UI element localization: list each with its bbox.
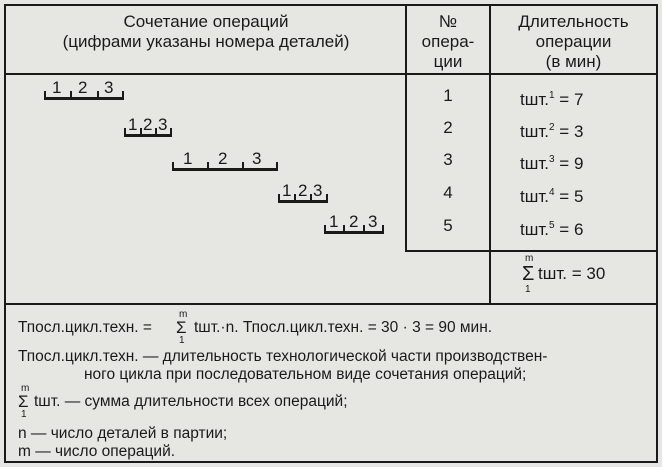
header-combination-line2: (цифрами указаны номера деталей) <box>62 32 350 51</box>
table-bottom-line <box>4 303 658 305</box>
formula-sigma: Σ <box>176 318 187 337</box>
header-duration-line3: (в мин) <box>545 52 602 71</box>
header-combination <box>10 12 402 52</box>
segment-label: 3 <box>104 78 114 97</box>
header-number-line1: № <box>438 12 458 31</box>
segment-tick <box>172 162 174 171</box>
rows-bottom-line <box>405 250 658 252</box>
segment-tick <box>278 194 280 203</box>
segment-label: 1 <box>128 115 138 134</box>
sum-definition <box>18 384 518 420</box>
segment-label: 1 <box>52 78 62 97</box>
header-divider <box>4 73 658 75</box>
header-number <box>407 12 489 72</box>
segment-label: 1 <box>329 212 339 231</box>
segment-tick <box>124 128 126 137</box>
operation-number: 5 <box>443 216 453 235</box>
operation-segment-2 <box>124 117 172 137</box>
formula-sigma-lower: 1 <box>179 335 185 346</box>
segment-tick <box>363 225 365 234</box>
segment-label: 2 <box>298 181 308 200</box>
sum-expression: tшт. = 30 <box>538 264 606 283</box>
segment-tick <box>170 128 172 137</box>
segment-tick <box>242 162 244 171</box>
header-number-line2: опера- <box>421 32 475 51</box>
operation-number: 3 <box>443 150 453 169</box>
header-duration <box>491 12 656 72</box>
segment-tick <box>294 194 296 203</box>
header-duration-line2: операции <box>535 32 612 51</box>
operation-segment-1 <box>44 80 124 100</box>
def-sigma: Σ <box>18 392 29 411</box>
segment-tick <box>44 91 46 100</box>
segment-label: 3 <box>252 149 262 168</box>
formula-part2: tшт.·n. Тпосл.цикл.техн. = 30 · 3 = 90 мин. <box>194 319 493 336</box>
segment-label: 3 <box>158 115 168 134</box>
operation-duration: tшт.$^3$ = 9 <box>520 154 584 173</box>
def-sigma-lower: 1 <box>21 409 27 420</box>
segment-tick <box>326 194 328 203</box>
header-number-line3: ции <box>433 52 463 71</box>
operation-duration: tшт.$^1$ = 7 <box>520 90 584 109</box>
segment-tick <box>343 225 345 234</box>
segment-label: 1 <box>183 149 193 168</box>
segment-tick <box>70 91 72 100</box>
sum-cell <box>520 254 640 300</box>
def-sigma-upper: m <box>21 383 30 394</box>
operation-duration: tшт.$^5$ = 6 <box>520 220 584 239</box>
operation-segment-4 <box>278 183 328 203</box>
sum-sigma-upper: m <box>525 253 534 264</box>
header-duration-line1: Длительность <box>518 12 629 31</box>
segment-tick <box>324 225 326 234</box>
segment-tick <box>382 225 384 234</box>
segment-label: 2 <box>349 212 359 231</box>
segment-tick <box>155 128 157 137</box>
segment-label: 3 <box>313 181 323 200</box>
definition-n: n — число деталей в партии; <box>18 425 228 442</box>
operation-duration: tшт.$^4$ = 5 <box>520 187 584 206</box>
operation-number: 4 <box>443 183 453 202</box>
segment-label: 2 <box>218 149 228 168</box>
operation-segment-3 <box>172 151 278 171</box>
segment-tick <box>310 194 312 203</box>
sum-sigma: Σ <box>522 263 535 285</box>
segment-tick <box>140 128 142 137</box>
segment-label: 2 <box>78 78 88 97</box>
definition-line-1: Тпосл.цикл.техн. — длительность технологической части производствен- <box>18 348 548 365</box>
operation-number: 1 <box>443 86 453 105</box>
segment-label: 1 <box>282 181 292 200</box>
header-combination-line1: Сочетание операций <box>123 12 289 31</box>
operation-duration: tшт.$^2$ = 3 <box>520 122 584 141</box>
segment-tick <box>207 162 209 171</box>
definition-line-2: ного цикла при последовательном виде сочетания операций; <box>84 366 527 383</box>
segment-label: 2 <box>143 115 153 134</box>
formula-sigma-upper: m <box>179 309 188 320</box>
formula-part1: Тпосл.цикл.техн. = <box>18 319 152 336</box>
operation-segment-5 <box>324 214 384 234</box>
formula-line <box>18 309 618 346</box>
segment-label: 3 <box>368 212 378 231</box>
definition-m: m — число операций. <box>18 443 176 460</box>
segment-tick <box>276 162 278 171</box>
operation-number: 2 <box>443 118 453 137</box>
segment-tick <box>97 91 99 100</box>
sum-sigma-lower: 1 <box>525 284 531 295</box>
segment-tick <box>122 91 124 100</box>
def-sum-text: tшт. — сумма длительности всех операций; <box>34 393 348 410</box>
